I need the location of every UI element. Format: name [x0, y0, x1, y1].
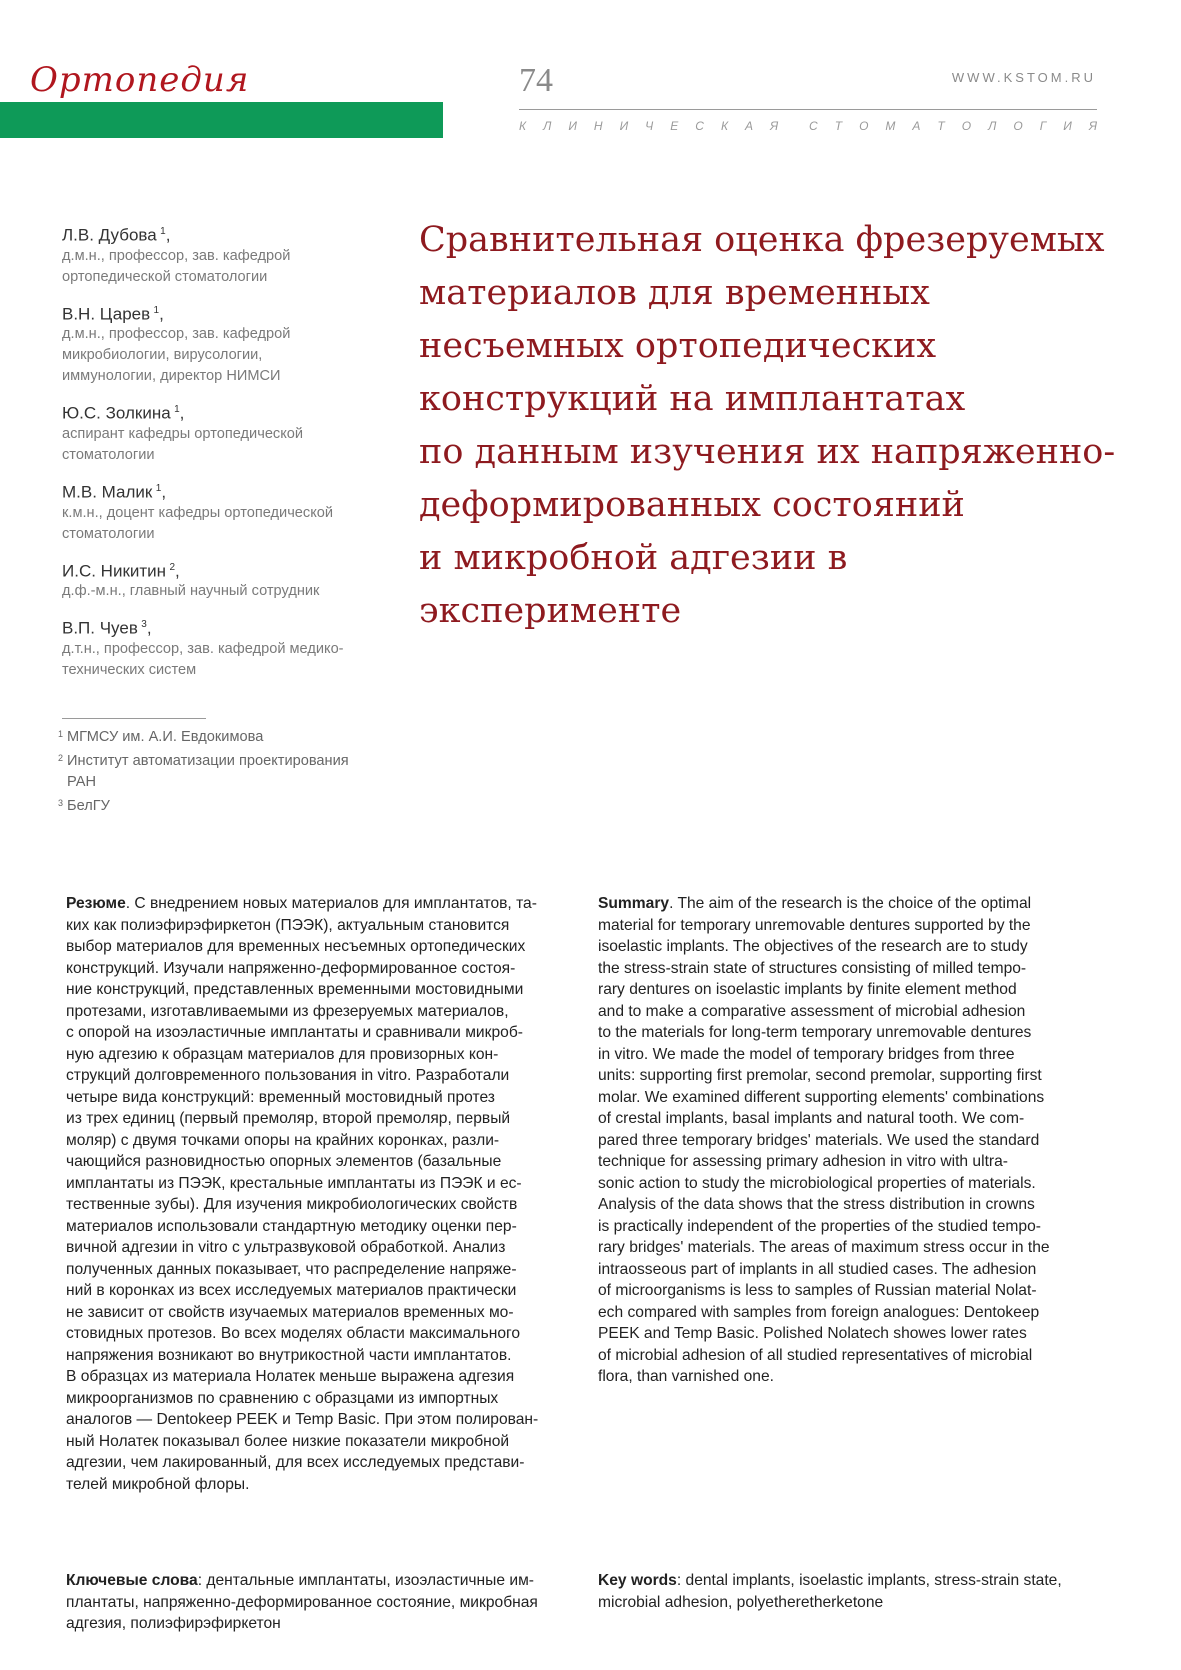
abstract-line: Analysis of the data shows that the stress distribution in crowns — [598, 1196, 1035, 1213]
abstract-line: микроорганизмов по сравнению с образцами из импортных — [66, 1389, 499, 1407]
keywords-line: адгезия, полиэфирэфиркетон — [66, 1615, 281, 1632]
section-title: Ортопедия — [30, 60, 250, 100]
section-label: Ключевые слова — [66, 1572, 198, 1589]
abstract-line: выбор материалов для временных несъемных ортопедических — [66, 938, 526, 955]
author-affiliation: д.м.н., профессор, зав. кафедрой микробиологии, вирусологии, иммунологии, директор НИМСИ — [62, 326, 291, 385]
keywords-line: microbial adhesion, polyetheretherketone — [598, 1593, 884, 1611]
author-affiliation: д.м.н., профессор, зав. кафедрой ортопедической стоматологии — [62, 247, 291, 285]
abstract-line: протезами, изготавливаемыми из фрезеруемых материалов, — [66, 1002, 509, 1020]
keywords-line: Key words: dental implants, isoelastic implants, stress-strain state, — [598, 1572, 1062, 1589]
abstract-line: телей микробной флоры. — [66, 1475, 250, 1493]
affiliation-list — [58, 727, 388, 820]
abstract-line: ный Нолатек показывал более низкие показатели микробной — [66, 1432, 510, 1450]
abstract-line: адгезии, чем лакированный, для всех исследуемых представи- — [66, 1454, 525, 1471]
author-entry — [62, 615, 392, 681]
author-affiliation: к.м.н., доцент кафедры ортопедической стоматологии — [62, 504, 334, 542]
section-label: Резюме — [66, 895, 126, 912]
author-superscript: 1 — [155, 482, 162, 494]
abstract-line: rary bridges' materials. The areas of maximum stress occur in the — [598, 1239, 1050, 1256]
author-superscript: 3 — [141, 619, 147, 631]
abstract-line: in vitro. We made the model of temporary bridges from three — [598, 1045, 1015, 1063]
author-entry — [62, 479, 392, 545]
author-superscript: 1 — [160, 226, 166, 237]
abstract-line: to the materials for long-term temporary unremovable dentures — [598, 1024, 1032, 1041]
author-affiliation: д.ф.-м.н., главный научный сотрудник — [62, 583, 320, 600]
abstract-line: intraosseous part of implants in all studied cases. The adhesion — [598, 1260, 1037, 1278]
abstract-line: of microbial adhesion of all studied representatives of microbial — [598, 1346, 1033, 1364]
author-superscript: 1 — [153, 304, 160, 316]
author-entry — [62, 301, 392, 388]
author-name: В.П. Чуев $^3$, — [62, 618, 152, 638]
author-superscript: 2 — [169, 561, 176, 573]
abstract-line: ний в коронках из всех исследуемых материалов практически — [66, 1282, 517, 1299]
keywords-line: плантаты, напряженно-деформированное состояние, микробная — [66, 1593, 538, 1611]
author-entry — [62, 400, 392, 466]
journal-name — [519, 119, 1097, 133]
website-link[interactable]: WWW.KSTOM.RU — [951, 70, 1096, 85]
abstract-line: sonic action to study the microbiological properties of materials. — [598, 1174, 1036, 1192]
header-rule — [519, 109, 1097, 110]
abstract-line: вичной адгезии in vitro с ультразвуковой обработкой. Анализ — [66, 1239, 506, 1256]
affiliation-item: 1 МГМСУ им. А.И. Евдокимова — [58, 729, 264, 745]
abstract-line: ких как полиэфирэфиркетон (ПЭЭК), актуальным становится — [66, 916, 510, 934]
abstract-line: из трех единиц (первый премоляр, второй премоляр, первый — [66, 1110, 511, 1127]
abstract-line: тественные зубы). Для изучения микробиологических свойств — [66, 1196, 518, 1213]
journal-word-1: К Л И Н И Ч Е С К А Я — [519, 119, 779, 133]
abstract-line: is practically independent of the properties of the studied tempo- — [598, 1217, 1041, 1235]
abstract-line: of crestal implants, basal implants and natural tooth. We com- — [598, 1110, 1025, 1127]
section-color-bar — [0, 102, 443, 138]
abstract-line: не зависит от свойств изучаемых материалов временных мо- — [66, 1303, 514, 1321]
abstract-line: четыре вида конструкций: временный мостовидный протез — [66, 1088, 495, 1106]
author-name: М.В. Малик $^1$, — [62, 482, 167, 502]
abstract-line: of microorganisms is less to samples of Russian material Nolat- — [598, 1282, 1037, 1299]
author-entry — [62, 558, 392, 603]
abstract-line: ную адгезию к образцам материалов для провизорных кон- — [66, 1045, 499, 1063]
abstract-line: конструкций. Изучали напряженно-деформированное состоя- — [66, 959, 516, 977]
keywords-ru — [66, 1570, 564, 1635]
abstract-line: the stress-strain state of structures consisting of milled tempo- — [598, 959, 1027, 977]
abstract-line: ние конструкций, представленных временными мостовидными — [66, 981, 524, 998]
abstract-line: isoelastic implants. The objectives of the research are to study — [598, 938, 1028, 955]
author-name: Л.В. Дубова $^1$, — [62, 225, 171, 245]
author-affiliation: д.т.н., профессор, зав. кафедрой медико- технических систем — [62, 640, 344, 678]
author-name: Ю.С. Золкина $^1$, — [62, 403, 185, 423]
abstract-line: material for temporary unremovable dentures supported by the — [598, 916, 1031, 934]
abstract-line: материалов использовали стандартную методику оценки пер- — [66, 1217, 517, 1235]
abstract-line: pared three temporary bridges' materials. We used the standard — [598, 1131, 1040, 1149]
abstract-line: с опорой на изоэластичные имплантаты и сравнивали микроб- — [66, 1024, 523, 1041]
abstract-line: and to make a comparative assessment of microbial adhesion — [598, 1002, 1026, 1020]
abstract-line: Резюме. С внедрением новых материалов для имплантатов, та- — [66, 895, 537, 912]
abstract-line: PEEK and Temp Basic. Polished Nolatech showes lower rates — [598, 1325, 1027, 1342]
abstract-line: чающийся разновидностью опорных элементов (базальные — [66, 1153, 502, 1170]
abstract-line: molar. We examined different supporting elements' combinations — [598, 1088, 1045, 1106]
abstract-line: стовидных протезов. Во всех моделях области максимального — [66, 1325, 521, 1342]
author-superscript: 1 — [174, 404, 180, 416]
abstract-line: напряжения возникают во внутрикостной части имплантатов. — [66, 1346, 512, 1364]
author-affiliation: аспирант кафедры ортопедической стоматологии — [62, 425, 304, 463]
abstract-line: rary dentures on isoelastic implants by finite element method — [598, 981, 1017, 998]
page-number: 74 — [519, 62, 553, 99]
abstract-line: units: supporting first premolar, second premolar, supporting first — [598, 1067, 1042, 1084]
abstract-line: имплантаты из ПЭЭК, крестальные имплантаты из ПЭЭК и ес- — [66, 1174, 522, 1192]
abstract-line: technique for assessing primary adhesion in vitro with ultra- — [598, 1153, 1008, 1170]
section-label: Key words — [598, 1572, 677, 1589]
article-title: Сравнительная оценка фрезеруемых материалов для временных несъемных ортопедических конструкций на имплантатах по данным изучения их напряженно- деформированных состояний и микробной адгезии в эксперименте — [419, 220, 1116, 631]
journal-word-2: С Т О М А Т О Л О Г И Я — [809, 119, 1097, 133]
abstract-line: полученных данных показывает, что распределение напряже- — [66, 1260, 517, 1278]
author-entry — [62, 222, 392, 288]
author-name: И.С. Никитин $^2$, — [62, 561, 180, 581]
abstract-en — [598, 893, 1098, 1388]
affiliation-item: 2 Институт автоматизации проектирования РАН — [58, 753, 349, 790]
keywords-line: Ключевые слова: дентальные имплантаты, изоэластичные им- — [66, 1572, 535, 1589]
affiliation-item: 3 БелГУ — [58, 798, 110, 814]
abstract-ru — [66, 893, 564, 1495]
section-label: Summary — [598, 895, 670, 912]
abstract-line: струкций долговременного пользования in vitro. Разработали — [66, 1067, 510, 1084]
affiliation-rule — [62, 718, 206, 719]
author-name: В.Н. Царев $^1$, — [62, 304, 164, 324]
abstract-line: В образцах из материала Нолатек меньше выражена адгезия — [66, 1368, 515, 1385]
abstract-line: flora, than varnished one. — [598, 1368, 774, 1385]
author-list — [62, 222, 392, 694]
abstract-line: моляр) с двумя точками опоры на крайних коронках, разли- — [66, 1131, 500, 1149]
abstract-line: Summary. The aim of the research is the choice of the optimal — [598, 895, 1032, 912]
abstract-line: аналогов — Dentokeep PEEK и Temp Basic. При этом полирован- — [66, 1411, 539, 1428]
abstract-line: ech compared with samples from foreign analogues: Dentokeep — [598, 1303, 1040, 1321]
keywords-en — [598, 1570, 1098, 1613]
